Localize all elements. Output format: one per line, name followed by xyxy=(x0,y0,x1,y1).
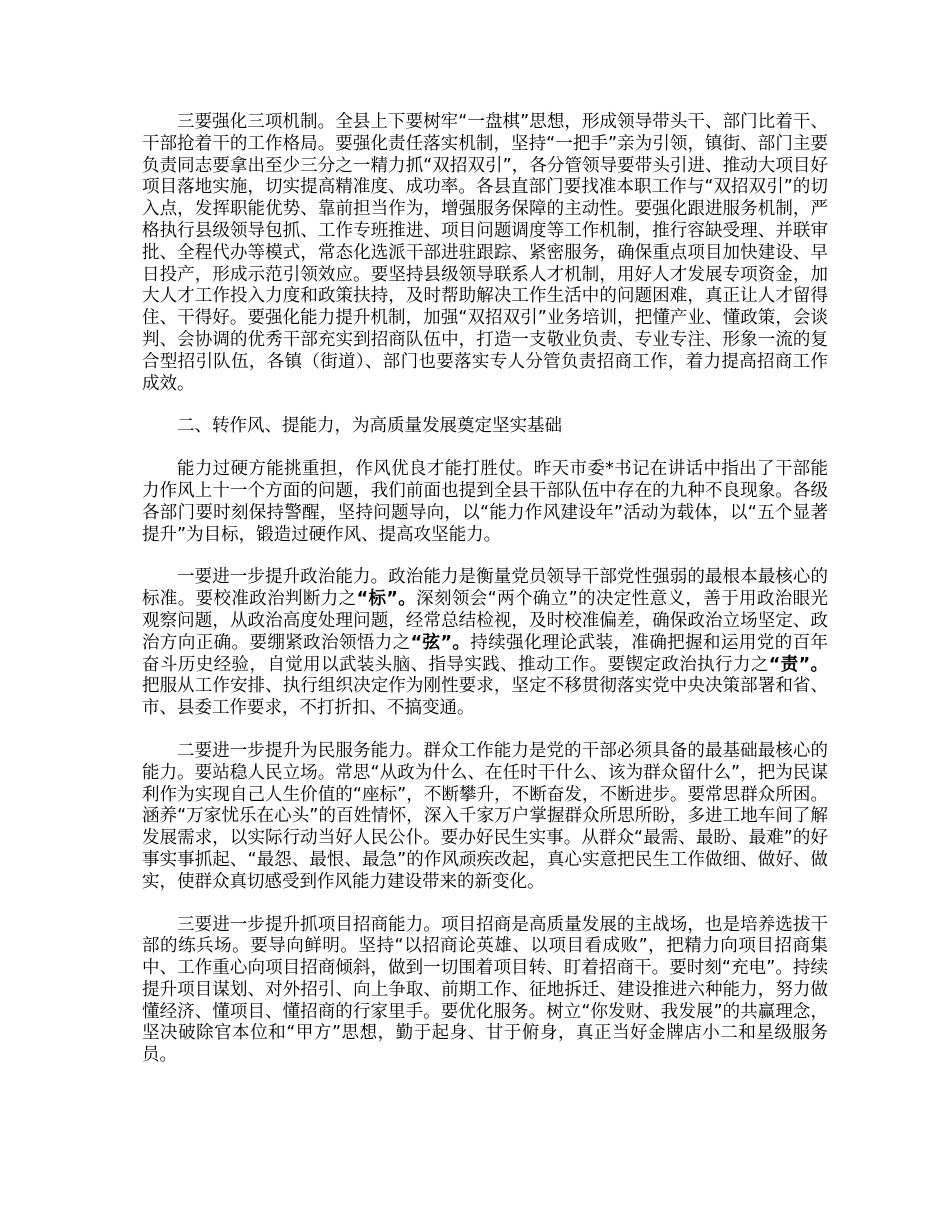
paragraph-political-ability xyxy=(142,567,828,720)
political-text-2: 深刻领会“两个确立”的决定性意义，善于用政治眼光观察问题，从政治高度处理问题，经常总结检视，及时校准偏差，确保政治立场坚定、政治方向正确。要绷紧政治领悟力之 xyxy=(142,589,828,653)
paragraph-intro-ability: 能力过硬方能挑重担，作风优良才能打胜仗。昨天市委*书记在讲话中指出了干部能力作风上十一个方面的问题，我们前面也提到全县干部队伍中存在的九种不良现象。各级各部门要时刻保持警醒，坚持问题导向，以“能力作风建设年”活动为载体，以“五个显著提升”为目标，锻造过硬作风、提高攻坚能力。 xyxy=(142,459,828,545)
political-text-1: 一要进一步提升政治能力。政治能力是衡量党员领导干部党性强弱的最根本最核心的标准。要校准政治判断力之 xyxy=(142,567,828,610)
political-bold-xian: “弦”。 xyxy=(410,632,471,653)
political-text-4: 把服从工作安排、执行组织决定作为刚性要求，坚定不移贯彻落实党中央决策部署和省、市、县委工作要求，不打折扣、不搞变通。 xyxy=(142,676,828,719)
political-text-3: 持续强化理论武装，准确把握和运用党的百年奋斗历史经验，自觉用以武装头脑、指导实践、推动工作。要锲定政治执行力之 xyxy=(142,632,829,675)
paragraph-three-mechanisms: 三要强化三项机制。全县上下要树牢“一盘棋”思想，形成领导带头干、部门比着干、干部抢着干的工作格局。要强化责任落实机制，坚持“一把手”亲为引领，镇街、部门主要负责同志要拿出至少三分之一精力抓“双招双引”，各分管领导要带头引进、推动大项目好项目落地实施，切实提高精准度、成功率。各县直部门要找准本职工作与“双招双引”的切入点，发挥职能优势、靠前担当作为，增强服务保障的主动性。要强化跟进服务机制，严格执行县级领导包抓、工作专班推进、项目问题调度等工作机制，推行容缺受理、并联审批、全程代办等模式，常态化选派干部进驻跟踪、紧密服务，确保重点项目加快建设、早日投产，形成示范引领效应。要坚持县级领导联系人才机制，用好人才发展专项资金，加大人才工作投入力度和政策扶持，及时帮助解决工作生活中的问题困难，真正让人才留得住、干得好。要强化能力提升机制，加强“双招双引”业务培训，把懂产业、懂政策，会谈判、会协调的优秀干部充实到招商队伍中，打造一支敬业负责、专业专注、形象一流的复合型招引队伍，各镇（街道）、部门也要落实专人分管负责招商工作，着力提高招商工作成效。 xyxy=(142,112,828,394)
document-page xyxy=(142,112,828,1088)
political-bold-ze: “责”。 xyxy=(768,654,828,675)
paragraph-service-ability: 二要进一步提升为民服务能力。群众工作能力是党的干部必须具备的最基础最核心的能力。要站稳人民立场。常思“从政为什么、在任时干什么、该为群众留什么”，把为民谋利作为实现自己人生价值的“座标”，不断攀升，不断奋发，不断进步。要常思群众所困。涵养“万家忧乐在心头”的百姓情怀，深入千家万户掌握群众所思所盼，多进工地车间了解发展需求，以实际行动当好人民公仆。要办好民生实事。从群众“最需、最盼、最难”的好事实事抓起、“最怨、最恨、最急”的作风顽疾改起，真心实意把民生工作做细、做好、做实，使群众真切感受到作风能力建设带来的新变化。 xyxy=(142,740,828,892)
political-bold-biao: “标”。 xyxy=(356,589,417,610)
paragraph-investment-ability: 三要进一步提升抓项目招商能力。项目招商是高质量发展的主战场，也是培养选拔干部的练兵场。要导向鲜明。坚持“以招商论英雄、以项目看成败”，把精力向项目招商集中、工作重心向项目招商倾斜，做到一切围着项目转、盯着招商干。要时刻“充电”。持续提升项目谋划、对外招引、向上争取、前期工作、征地拆迁、建设推进六种能力，努力做懂经济、懂项目、懂招商的行家里手。要优化服务。树立“你发财、我发展”的共赢理念，坚决破除官本位和“甲方”思想，勤于起身、甘于俯身，真正当好金牌店小二和星级服务员。 xyxy=(142,914,828,1066)
section-heading-two: 二、转作风、提能力，为高质量发展奠定坚实基础 xyxy=(177,416,562,437)
